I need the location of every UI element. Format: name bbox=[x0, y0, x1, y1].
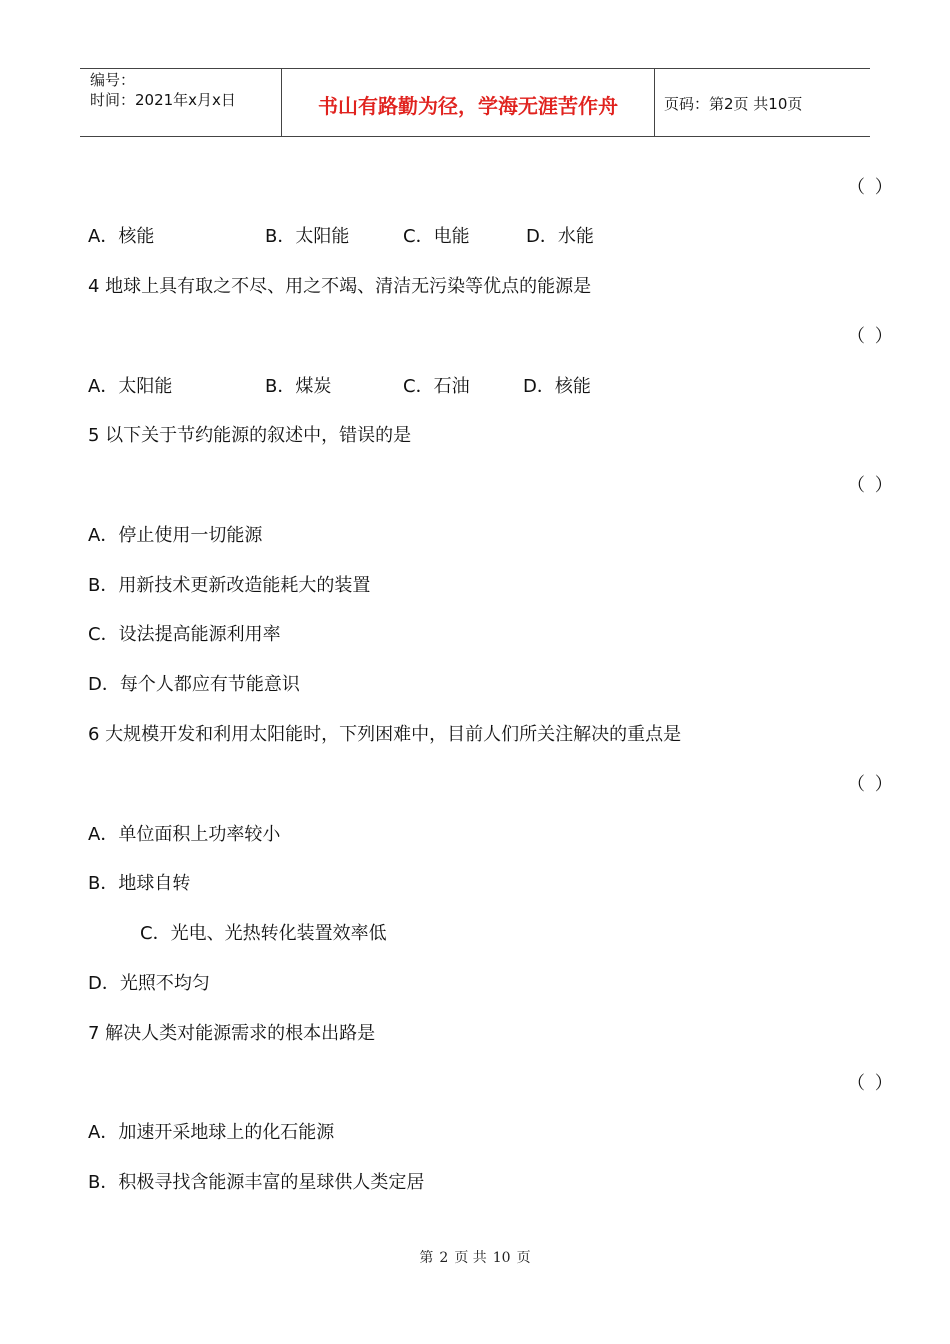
q6-stem: 6 大规模开发和利用太阳能时，下列困难中，目前人们所关注解决的重点是 bbox=[88, 724, 682, 745]
header-date: 时间：2021年x月x日 bbox=[90, 91, 236, 109]
answer-paren-q6: （ ） bbox=[847, 774, 895, 795]
footer-suffix: 页 bbox=[516, 1250, 531, 1266]
q3-option-c: C．电能 bbox=[403, 226, 470, 247]
footer-mid: 页 共 bbox=[454, 1250, 487, 1266]
q4-option-a: A．太阳能 bbox=[88, 376, 173, 397]
answer-paren-q3: （ ） bbox=[847, 177, 895, 198]
footer-total-pages: 10 bbox=[492, 1250, 511, 1266]
q3-option-a: A．核能 bbox=[88, 226, 155, 247]
q4-option-b: B．煤炭 bbox=[265, 376, 332, 397]
page-footer bbox=[0, 1247, 950, 1267]
answer-paren-q7: （ ） bbox=[847, 1073, 895, 1094]
header-divider-right bbox=[654, 68, 655, 136]
q7-option-b: B．积极寻找含能源丰富的星球供人类定居 bbox=[88, 1172, 425, 1193]
q4-option-c: C．石油 bbox=[403, 376, 470, 397]
header-top-border bbox=[80, 68, 870, 69]
header-motto: 书山有路勤为径，学海无涯苦作舟 bbox=[318, 94, 618, 118]
answer-paren-q5: （ ） bbox=[847, 475, 895, 496]
answer-paren-q4: （ ） bbox=[847, 326, 895, 347]
q4-option-d: D．核能 bbox=[523, 376, 591, 397]
q6-option-d: D．光照不均匀 bbox=[88, 973, 210, 994]
q5-stem: 5 以下关于节约能源的叙述中，错误的是 bbox=[88, 425, 412, 446]
q7-option-a: A．加速开采地球上的化石能源 bbox=[88, 1122, 335, 1143]
q3-option-d: D．水能 bbox=[526, 226, 594, 247]
q7-stem: 7 解决人类对能源需求的根本出路是 bbox=[88, 1023, 376, 1044]
q6-option-b: B．地球自转 bbox=[88, 873, 191, 894]
q5-option-b: B．用新技术更新改造能耗大的装置 bbox=[88, 575, 371, 596]
q5-option-c: C．设法提高能源利用率 bbox=[88, 624, 281, 645]
footer-prefix: 第 bbox=[419, 1250, 434, 1266]
header-number: 编号： bbox=[90, 71, 136, 89]
q5-option-d: D．每个人都应有节能意识 bbox=[88, 674, 300, 695]
q4-stem: 4 地球上具有取之不尽、用之不竭、清洁无污染等优点的能源是 bbox=[88, 276, 592, 297]
q6-option-a: A．单位面积上功率较小 bbox=[88, 824, 281, 845]
header-page-info: 页码：第2页 共10页 bbox=[664, 95, 803, 113]
q5-option-a: A．停止使用一切能源 bbox=[88, 525, 263, 546]
q3-option-b: B．太阳能 bbox=[265, 226, 350, 247]
footer-page-number: 2 bbox=[439, 1250, 449, 1266]
header-bottom-border bbox=[80, 136, 870, 137]
header-info bbox=[90, 70, 236, 110]
q6-option-c: C．光电、光热转化装置效率低 bbox=[140, 923, 387, 944]
